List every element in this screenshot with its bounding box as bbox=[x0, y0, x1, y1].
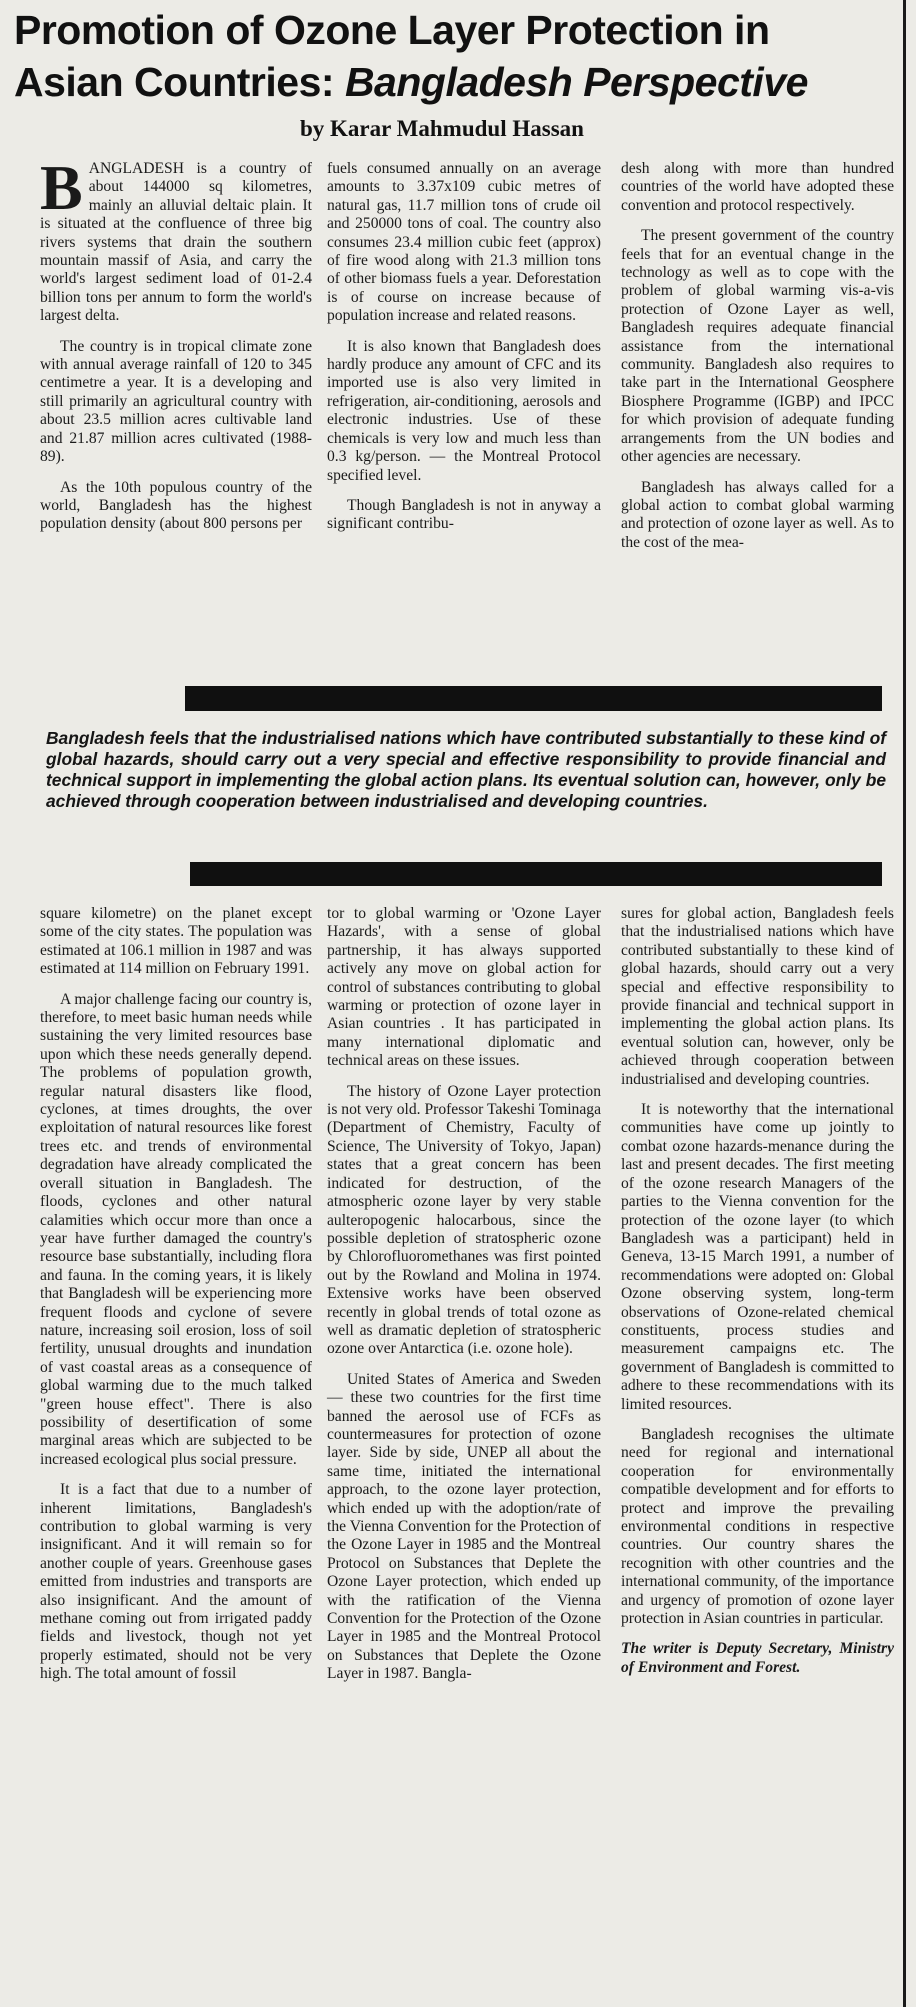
paragraph: sures for global action, Bangladesh feels that the industrialised nations which have contributed substantially to these kind of global hazards, should carry out a very special and effective responsibility to provide financial and technical support in implementing the global action plans. Its eventual solution can, however, only be achieved through cooperation between industrialised and developing countries. bbox=[621, 905, 894, 1088]
author-credit: The writer is Deputy Secretary, Ministry of Environment and Forest. bbox=[621, 1640, 894, 1676]
pull-quote: Bangladesh feels that the industrialised nations which have contributed substantially to these kind of global hazards, should carry out a very special and effective responsibility to provide financial and technical support in implementing the global action plans. Its eventual solution can, however, only be achieved through cooperation between industrialised and developing countries. bbox=[46, 728, 886, 811]
bottom-column-2 bbox=[327, 905, 601, 1684]
paragraph: As the 10th populous country of the world, Bangladesh has the highest population density (about 800 persons per bbox=[40, 478, 312, 533]
headline-line-2-prefix: Asian Countries: bbox=[14, 59, 345, 105]
paragraph: square kilometre) on the planet except some of the city states. The population was estimated at 106.1 million in 1987 and was estimated at 114 million on February 1991. bbox=[40, 905, 312, 978]
pull-quote-top-bar bbox=[185, 686, 882, 711]
paragraph: The present government of the country feels that for an eventual change in the technology as well as to cope with the problem of global warming vis-a-vis protection of Ozone Layer as well, Bangladesh requires adequate financial assistance from the international community. Bangladesh also requires to take part in the International Geosphere Biosphere Programme (IGBP) and IPCC for which provision of adequate funding arrangements from the UN bodies and other agencies are necessary. bbox=[621, 227, 894, 466]
adjacent-article-edge bbox=[910, 0, 916, 2007]
headline-line-1: Promotion of Ozone Layer Protection in bbox=[14, 7, 770, 53]
drop-cap: B bbox=[40, 152, 83, 223]
paragraph: fuels consumed annually on an average amounts to 3.37x109 cubic metres of natural gas, 11.7 million tons of crude oil and 250000 tons of coal. The country also consumes 23.4 million cubic feet (approx) of fire wood along with 21.3 million tons of other biomass fuels a year. Deforestation is of course on increase because of population increase and related reasons. bbox=[327, 160, 601, 325]
top-column-3 bbox=[621, 160, 894, 552]
paragraph: Though Bangladesh is not in anyway a significant contribu- bbox=[327, 496, 601, 533]
bottom-column-3 bbox=[621, 905, 894, 1689]
pull-quote-bottom-bar bbox=[190, 862, 882, 886]
paragraph: desh along with more than hundred countries of the world have adopted these convention and protocol respectively. bbox=[621, 160, 894, 214]
paragraph: It is noteworthy that the international communities have come up jointly to combat ozone hazards-menance during the last and present decades. The first meeting of the ozone research Managers of the parties to the Vienna convention for the protection of the ozone layer (to which Bangladesh was a participant) held in Geneva, 13-15 March 1991, a number of recommendations were adopted on: Global Ozone observing system, long-term observations of Ozone-related chemical constituents, process studies and measurement campaigns etc. The government of Bangladesh is committed to adhere to these recommendations with its limited resources. bbox=[621, 1101, 894, 1413]
paragraph: United States of America and Sweden — these two countries for the first time banned the aerosol use of FCFs as countermeasures for protection of ozone layer. Side by side, UNEP all about the same time, initiated the international approach, to the ozone layer protection, which ended up with the adoption/rate of the Vienna Convention for the Protection of the Ozone Layer in 1985 and the Montreal Protocol on Substances that Deplete the Ozone Layer protection, which ended up with the ratification of the Vienna Convention for the Protection of the Ozone Layer in 1985 and the Montreal Protocol on Substances that Deplete the Ozone Layer in 1987. Bangla- bbox=[327, 1370, 601, 1683]
top-column-2 bbox=[327, 160, 601, 534]
headline-line-2-italic: Bangladesh Perspective bbox=[344, 59, 808, 105]
paragraph: The country is in tropical climate zone with annual average rainfall of 120 to 345 centimetre a year. It is a developing and still primarily an agricultural country with about 23.5 million acres cultivable land and 21.87 million acres cultivated (1988-89). bbox=[40, 337, 312, 466]
paragraph: It is also known that Bangladesh does hardly produce any amount of CFC and its imported use is also very limited in refrigeration, air-conditioning, aerosols and electronic industries. Use of these chemicals is very low and much less than 0.3 kg/person. — the Montreal Protocol specified level. bbox=[327, 337, 601, 484]
bottom-column-1 bbox=[40, 905, 312, 1684]
paragraph: tor to global warming or 'Ozone Layer Hazards', with a sense of global partnership, it has always supported actively any move on global action for control of substances contributing to global warming or protection of ozone layer in Asian countries . It has participated in many international diplomatic and technical areas on these issues. bbox=[327, 905, 601, 1070]
paragraph: ANGLADESH is a country of about 144000 sq kilometres, mainly an alluvial deltaic plain. It is situated at the confluence of three big rivers systems that drain the southern mountain massif of Asia, and carry the world's largest sediment load of 01-2.4 billion tons per annum to form the world's largest delta. bbox=[40, 160, 312, 325]
column-rule bbox=[903, 0, 906, 2007]
byline: by Karar Mahmudul Hassan bbox=[300, 116, 584, 141]
top-column-1 bbox=[40, 152, 312, 534]
headline bbox=[14, 4, 894, 108]
paragraph: A major challenge facing our country is, therefore, to meet basic human needs while sustaining the very limited resources base upon which these needs generally depend. The problems of population growth, regular natural disasters like flood, cyclones, at times droughts, the over exploitation of natural resources like forest trees etc. and trends of environmental degradation have already complicated the overall situation in Bangladesh. The floods, cyclones and other natural calamities which occur more than once a year have further damaged the country's resource base substantially, including flora and fauna. In the coming years, it is likely that Bangladesh will be experiencing more frequent floods and cyclone of severe nature, increasing soil erosion, loss of soil fertility, unusual droughts and inundation of vast coastal areas as a consequence of global warming due to the much talked "green house effect". There is also possibility of desertification of some marginal areas which are subjected to be increased ecological plus social pressure. bbox=[40, 990, 312, 1468]
paragraph: It is a fact that due to a number of inherent limitations, Bangladesh's contribution to global warming is very insignificant. And it will remain so for another couple of years. Greenhouse gases emitted from industries and transports are also insignificant. And the amount of methane coming out from irrigated paddy fields and livestock, though not yet properly estimated, should not be very high. The total amount of fossil bbox=[40, 1481, 312, 1683]
paragraph: The history of Ozone Layer protection is not very old. Professor Takeshi Tominaga (Department of Chemistry, Faculty of Science, The University of Tokyo, Japan) states that a great concern has been indicated for destruction, of the atmospheric ozone layer by very stable aulteropogenic halocarbous, since the possible depletion of stratospheric ozone by Chlorofluoromethanes was first pointed out by the Rowland and Molina in 1974. Extensive works have been observed recently in global trends of total ozone as well as dramatic depletion of stratospheric ozone over Antarctica (i.e. ozone hole). bbox=[327, 1082, 601, 1358]
paragraph: Bangladesh has always called for a global action to combat global warming and protection of ozone layer as well. As to the cost of the mea- bbox=[621, 478, 894, 551]
paragraph: Bangladesh recognises the ultimate need for regional and international cooperation for environmentally compatible development and for efforts to protect and improve the prevailing environmental conditions in respective countries. Our country shares the recognition with other countries and the international community, of the importance and urgency of promotion of ozone layer protection in Asian countries in particular. bbox=[621, 1425, 894, 1628]
